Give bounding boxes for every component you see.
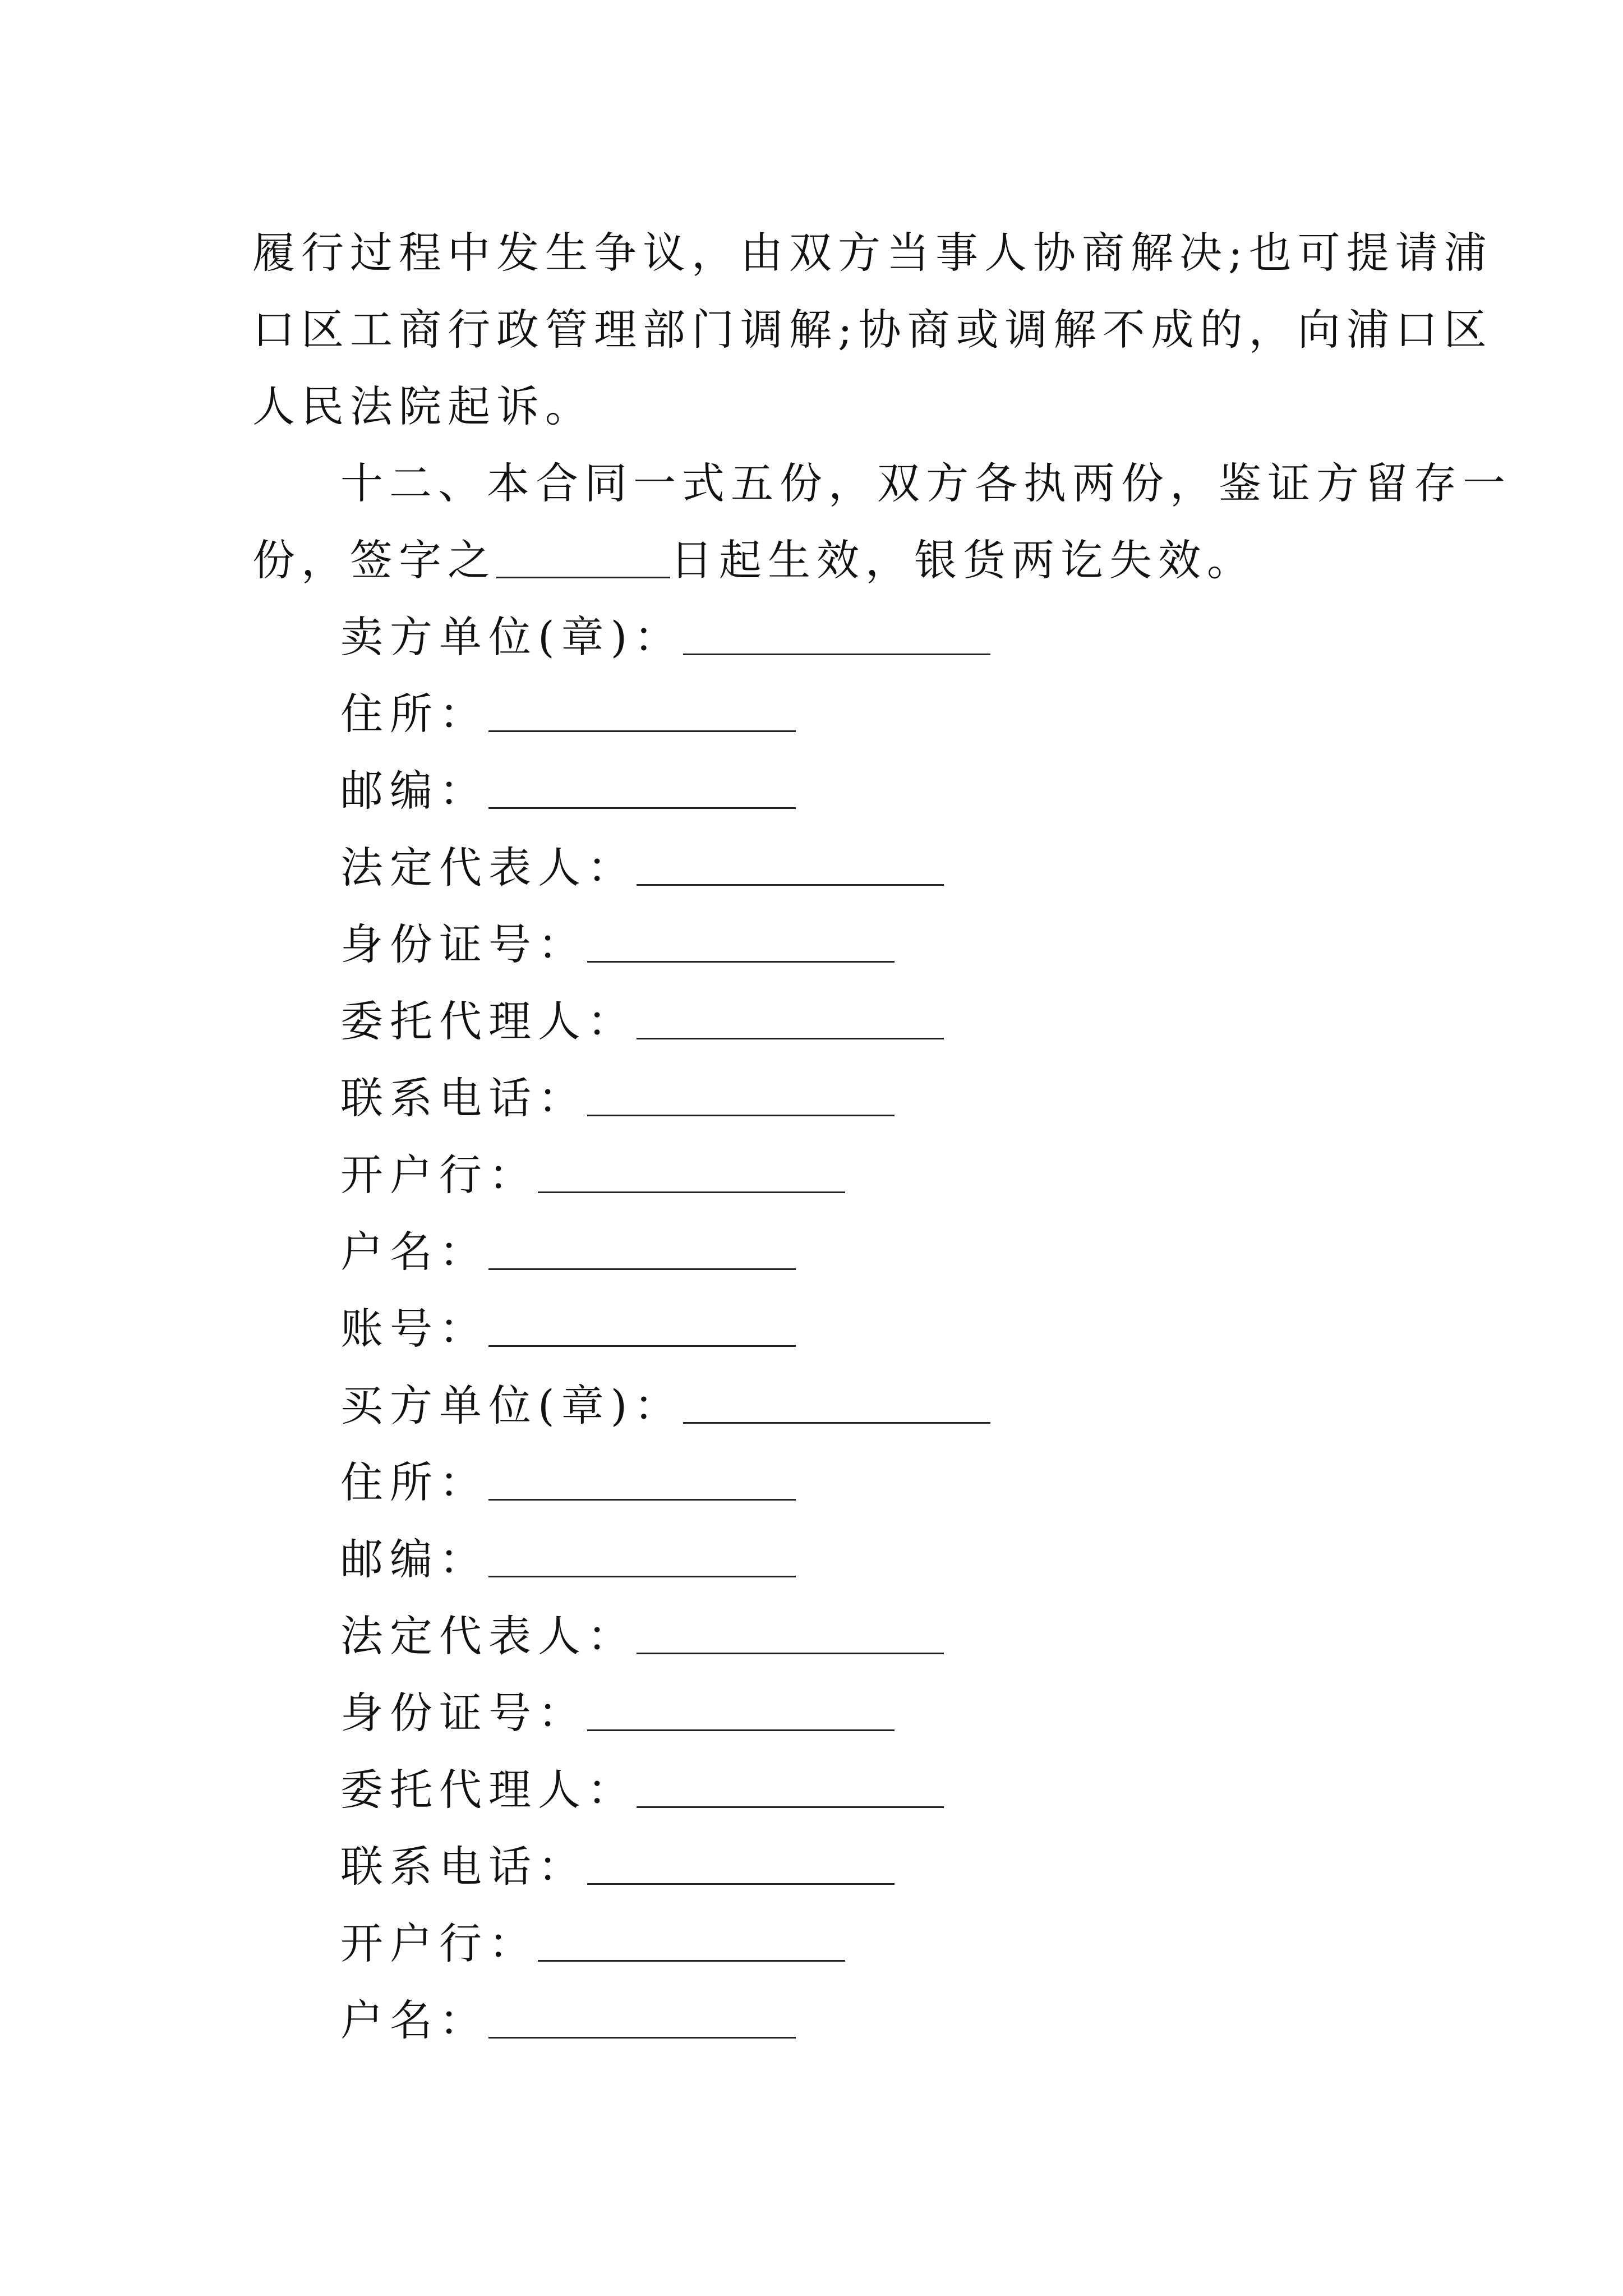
field-blank[interactable] bbox=[683, 610, 990, 655]
field-blank[interactable] bbox=[488, 1225, 796, 1270]
signature-date-blank[interactable] bbox=[496, 533, 670, 578]
field-label: 联系电话： bbox=[340, 1842, 587, 1892]
field-label: 户名： bbox=[340, 1995, 488, 2045]
seller-agent-field bbox=[252, 983, 1396, 1060]
seller-address-field bbox=[252, 675, 1396, 752]
buyer-agent-field bbox=[252, 1751, 1396, 1828]
clause-twelve-text-after: 日起生效，银货两讫失效。 bbox=[670, 535, 1256, 585]
field-blank[interactable] bbox=[538, 1916, 845, 1962]
buyer-phone-field bbox=[252, 1828, 1396, 1905]
field-label: 户名： bbox=[340, 1227, 488, 1277]
contract-content bbox=[252, 214, 1511, 2059]
field-blank[interactable] bbox=[488, 1993, 796, 2039]
field-label: 邮编： bbox=[340, 1534, 488, 1584]
paragraph-line: 履行过程中发生争议，由双方当事人协商解决;也可提请浦 bbox=[252, 228, 1493, 278]
buyer-legal-rep-field bbox=[252, 1598, 1396, 1674]
field-blank[interactable] bbox=[637, 1609, 944, 1654]
clause-twelve-line-2 bbox=[252, 522, 1396, 599]
field-label: 开户行： bbox=[340, 1918, 538, 1968]
field-blank[interactable] bbox=[587, 1686, 895, 1731]
seller-postcode-field bbox=[252, 752, 1396, 829]
field-label: 邮编： bbox=[340, 766, 488, 816]
field-blank[interactable] bbox=[587, 1839, 895, 1885]
paragraph-line: 口区工商行政管理部门调解;协商或调解不成的，向浦口区 bbox=[252, 305, 1493, 355]
field-label: 买方单位(章)： bbox=[340, 1381, 684, 1430]
field-label: 身份证号： bbox=[340, 1688, 587, 1738]
paragraph-line: 人民法院起诉。 bbox=[252, 381, 594, 431]
field-blank[interactable] bbox=[488, 1301, 796, 1347]
field-blank[interactable] bbox=[488, 1455, 796, 1501]
field-blank[interactable] bbox=[538, 1148, 845, 1193]
seller-bank-field bbox=[252, 1137, 1396, 1213]
clause-twelve-line-1: 十二、本合同一式五份，双方各执两份，鉴证方留存一 bbox=[340, 458, 1511, 508]
field-label: 账号： bbox=[340, 1304, 488, 1354]
buyer-account-name-field bbox=[252, 1982, 1396, 2059]
seller-legal-rep-field bbox=[252, 829, 1396, 906]
field-blank[interactable] bbox=[637, 1763, 944, 1808]
field-blank[interactable] bbox=[488, 1532, 796, 1577]
field-blank[interactable] bbox=[637, 840, 944, 886]
field-label: 委托代理人： bbox=[340, 996, 637, 1046]
field-blank[interactable] bbox=[488, 687, 796, 732]
clause-twelve-text-before: 份，签字之 bbox=[252, 535, 496, 585]
seller-account-name-field bbox=[252, 1213, 1396, 1290]
buyer-unit-field bbox=[252, 1367, 1396, 1444]
buyer-postcode-field bbox=[252, 1521, 1396, 1598]
field-label: 开户行： bbox=[340, 1150, 538, 1200]
seller-phone-field bbox=[252, 1060, 1396, 1137]
field-label: 卖方单位(章)： bbox=[340, 612, 684, 662]
seller-account-number-field bbox=[252, 1290, 1396, 1367]
field-label: 委托代理人： bbox=[340, 1765, 637, 1815]
field-label: 法定代表人： bbox=[340, 843, 637, 892]
field-label: 住所： bbox=[340, 689, 488, 739]
field-label: 身份证号： bbox=[340, 919, 587, 969]
field-blank[interactable] bbox=[683, 1378, 990, 1424]
field-blank[interactable] bbox=[587, 1071, 895, 1116]
buyer-id-number-field bbox=[252, 1674, 1396, 1751]
seller-id-number-field bbox=[252, 906, 1396, 983]
buyer-bank-field bbox=[252, 1905, 1396, 1982]
field-blank[interactable] bbox=[488, 763, 796, 809]
field-label: 住所： bbox=[340, 1457, 488, 1507]
seller-unit-field bbox=[252, 599, 1396, 675]
field-label: 法定代表人： bbox=[340, 1611, 637, 1661]
field-blank[interactable] bbox=[637, 994, 944, 1039]
field-label: 联系电话： bbox=[340, 1073, 587, 1123]
field-blank[interactable] bbox=[587, 917, 895, 963]
buyer-address-field bbox=[252, 1444, 1396, 1521]
